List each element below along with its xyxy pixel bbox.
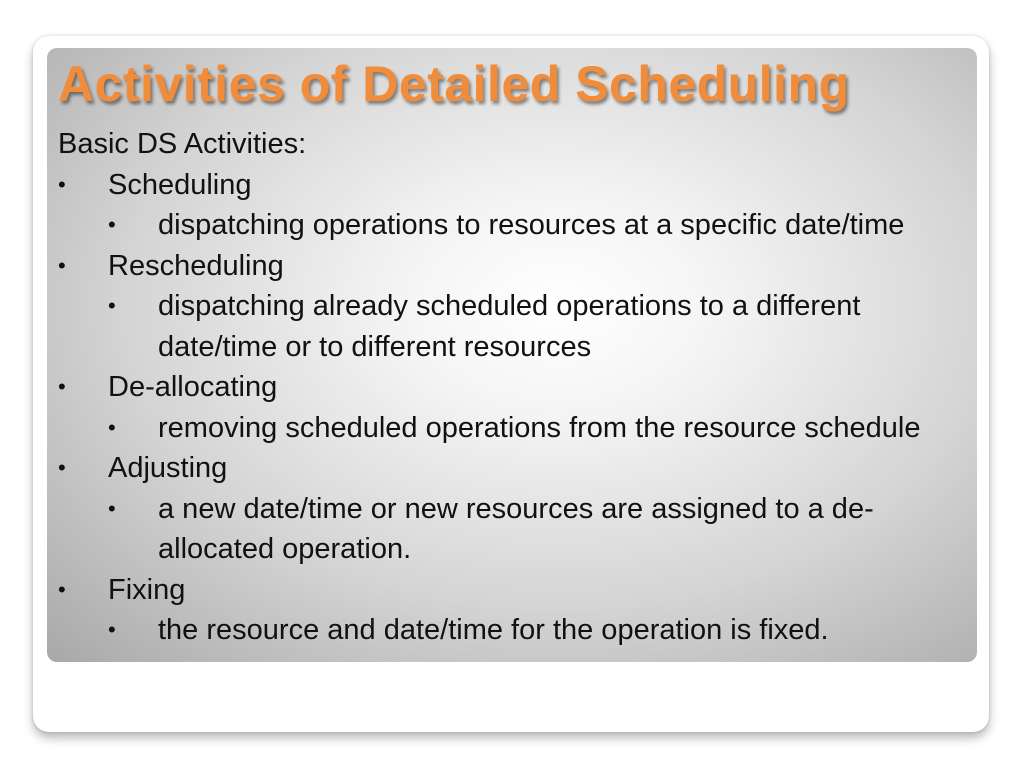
activity-detail-text: dispatching already scheduled operations to a different date/time or to different resources: [158, 290, 861, 363]
activity-detail-text: a new date/time or new resources are assigned to a de-allocated operation.: [158, 492, 874, 565]
bullet-icon: •: [108, 617, 116, 642]
activity-detail-list: [108, 205, 958, 246]
activity-label: Scheduling: [108, 168, 252, 201]
activity-detail-list: [108, 610, 958, 651]
activity-item-scheduling: [58, 165, 958, 246]
activity-detail: [108, 610, 958, 651]
activity-item-adjusting: [58, 448, 958, 570]
bullet-icon: •: [58, 171, 66, 197]
activity-label: Rescheduling: [108, 249, 284, 282]
bullet-icon: •: [58, 374, 66, 399]
bullet-icon: •: [108, 495, 116, 521]
activity-label: De-allocating: [108, 371, 278, 403]
activity-item-fixing: [58, 570, 958, 651]
activity-detail: [108, 489, 958, 570]
activity-list: [58, 165, 958, 651]
activity-label: Adjusting: [108, 452, 228, 484]
activity-detail-text: dispatching operations to resources at a specific date/time: [158, 209, 905, 241]
activity-detail-text: removing scheduled operations from the resource schedule: [158, 411, 921, 444]
activity-detail-list: [108, 489, 958, 570]
bullet-icon: •: [58, 455, 66, 480]
activity-detail-list: [108, 286, 958, 367]
bullet-icon: •: [108, 212, 116, 237]
intro-text: Basic DS Activities:: [58, 128, 307, 160]
bullet-icon: •: [108, 414, 116, 440]
slide-body: [58, 124, 958, 651]
activity-label: Fixing: [108, 573, 186, 606]
activity-detail: [108, 286, 958, 367]
activity-detail: [108, 408, 958, 449]
slide-title: Activities of Detailed Scheduling: [58, 56, 850, 112]
activity-detail-text: the resource and date/time for the operation is fixed.: [158, 614, 829, 646]
bullet-icon: •: [108, 293, 116, 318]
bullet-icon: •: [58, 576, 66, 602]
activity-detail: [108, 205, 958, 246]
activity-item-de-allocating: [58, 367, 958, 448]
bullet-icon: •: [58, 252, 66, 278]
activity-item-rescheduling: [58, 246, 958, 368]
activity-detail-list: [108, 408, 958, 449]
